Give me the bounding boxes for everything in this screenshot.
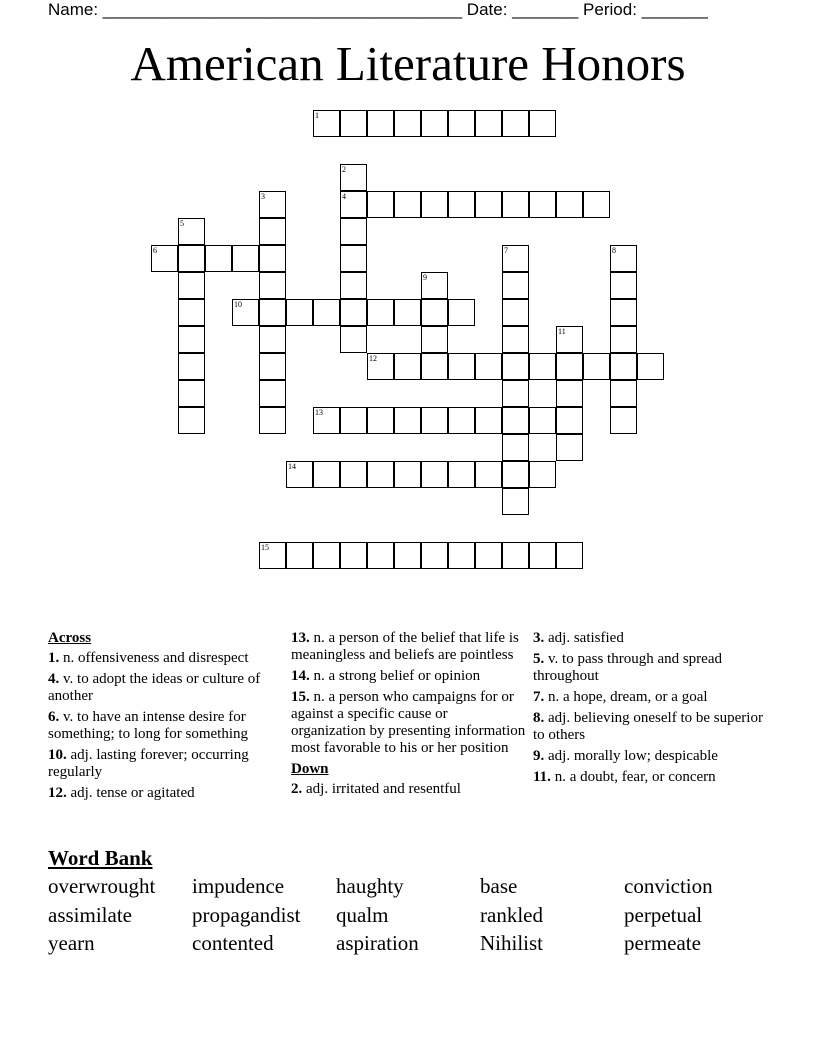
crossword-cell[interactable] <box>313 461 340 488</box>
crossword-cell[interactable] <box>340 272 367 299</box>
crossword-cell[interactable] <box>610 353 637 380</box>
crossword-cell[interactable] <box>313 407 340 434</box>
crossword-cell[interactable] <box>556 326 583 353</box>
crossword-cell[interactable] <box>475 191 502 218</box>
across-clue-6 <box>48 709 283 743</box>
clue-number: 12. <box>48 785 67 801</box>
crossword-cell[interactable] <box>367 461 394 488</box>
crossword-cell[interactable] <box>394 110 421 137</box>
crossword-cell[interactable] <box>583 191 610 218</box>
crossword-cell[interactable] <box>448 110 475 137</box>
crossword-cell[interactable] <box>367 407 394 434</box>
clue-text: n. a person of the belief that life is meaningless and beliefs are pointless <box>291 630 519 663</box>
crossword-cell[interactable] <box>259 542 286 569</box>
crossword-cell[interactable] <box>367 353 394 380</box>
crossword-cell[interactable] <box>259 353 286 380</box>
crossword-cell[interactable] <box>178 380 205 407</box>
crossword-cell[interactable] <box>394 542 421 569</box>
across-heading: Across <box>48 630 92 646</box>
crossword-cell[interactable] <box>502 191 529 218</box>
crossword-cell[interactable] <box>502 407 529 434</box>
down-clue-7 <box>533 689 773 706</box>
crossword-cell[interactable] <box>178 218 205 245</box>
crossword-cell[interactable] <box>286 542 313 569</box>
crossword-cell[interactable] <box>367 299 394 326</box>
crossword-cell[interactable] <box>421 326 448 353</box>
clue-number: 7. <box>533 689 545 705</box>
cell-number: 13 <box>315 408 323 417</box>
down-clue-3 <box>533 630 773 647</box>
down-clue-2 <box>291 781 526 798</box>
crossword-cell[interactable] <box>178 326 205 353</box>
crossword-cell[interactable] <box>151 245 178 272</box>
crossword-cell[interactable] <box>340 191 367 218</box>
word-bank-word: aspiration <box>336 931 419 955</box>
crossword-cell[interactable] <box>475 110 502 137</box>
crossword-cell[interactable] <box>610 407 637 434</box>
crossword-cell[interactable] <box>394 299 421 326</box>
crossword-cell[interactable] <box>529 542 556 569</box>
crossword-cell[interactable] <box>529 353 556 380</box>
crossword-cell[interactable] <box>421 299 448 326</box>
crossword-cell[interactable] <box>583 353 610 380</box>
across-clue-14 <box>291 668 526 685</box>
clue-text: v. to pass through and spread throughout <box>533 651 722 684</box>
clues-column-3 <box>533 630 773 790</box>
word-bank-word: Nihilist <box>480 931 544 955</box>
crossword-cell[interactable] <box>421 542 448 569</box>
cell-number: 15 <box>261 543 269 552</box>
crossword-cell[interactable] <box>259 218 286 245</box>
crossword-cell[interactable] <box>502 245 529 272</box>
crossword-cell[interactable] <box>340 110 367 137</box>
crossword-cell[interactable] <box>367 542 394 569</box>
crossword-cell[interactable] <box>556 407 583 434</box>
clue-number: 5. <box>533 651 545 667</box>
crossword-cell[interactable] <box>259 407 286 434</box>
crossword-cell[interactable] <box>313 110 340 137</box>
crossword-cell[interactable] <box>313 542 340 569</box>
clue-number: 15. <box>291 689 310 705</box>
clue-number: 14. <box>291 668 310 684</box>
crossword-cell[interactable] <box>556 380 583 407</box>
word-bank-word: overwrought <box>48 874 156 898</box>
cell-number: 7 <box>504 246 508 255</box>
crossword-cell[interactable] <box>448 461 475 488</box>
clue-number: 1. <box>48 650 60 666</box>
across-clue-15 <box>291 689 526 757</box>
clue-number: 8. <box>533 710 545 726</box>
crossword-cell[interactable] <box>232 245 259 272</box>
crossword-cell[interactable] <box>610 380 637 407</box>
crossword-cell[interactable] <box>421 110 448 137</box>
crossword-cell[interactable] <box>610 326 637 353</box>
word-bank-word: assimilate <box>48 902 132 927</box>
crossword-cell[interactable] <box>286 299 313 326</box>
clue-text: n. a hope, dream, or a goal <box>544 689 708 705</box>
word-bank-title: Word Bank <box>48 846 153 870</box>
crossword-cell[interactable] <box>556 191 583 218</box>
clue-text: v. to have an intense desire for something; to long for something <box>48 709 248 742</box>
down-heading: Down <box>291 761 329 777</box>
clue-number: 2. <box>291 781 303 797</box>
across-clue-1 <box>48 650 283 667</box>
clue-number: 9. <box>533 748 545 764</box>
crossword-cell[interactable] <box>340 326 367 353</box>
down-clue-5 <box>533 651 773 685</box>
crossword-cell[interactable] <box>259 326 286 353</box>
crossword-cell[interactable] <box>340 407 367 434</box>
crossword-cell[interactable] <box>394 353 421 380</box>
across-clue-10 <box>48 747 283 781</box>
cell-number: 4 <box>342 192 346 201</box>
crossword-cell[interactable] <box>367 191 394 218</box>
clue-text: adj. believing oneself to be superior to others <box>533 710 763 743</box>
clue-text: n. a strong belief or opinion <box>309 668 481 684</box>
crossword-cell[interactable] <box>502 299 529 326</box>
crossword-cell[interactable] <box>475 353 502 380</box>
cell-number: 1 <box>315 111 319 120</box>
clue-number: 6. <box>48 709 60 725</box>
name-date-period-line: Name: ______________________________________ Date: _______ Period: _______ <box>48 0 708 19</box>
crossword-cell[interactable] <box>286 461 313 488</box>
word-bank-word: impudence <box>192 874 285 898</box>
crossword-cell[interactable] <box>475 461 502 488</box>
crossword-cell[interactable] <box>502 110 529 137</box>
cell-number: 14 <box>288 462 296 471</box>
word-bank-word: propagandist <box>192 902 301 927</box>
crossword-cell[interactable] <box>205 245 232 272</box>
crossword-cell[interactable] <box>178 407 205 434</box>
word-bank-word: conviction <box>624 874 713 898</box>
crossword-cell[interactable] <box>394 407 421 434</box>
crossword-cell[interactable] <box>529 191 556 218</box>
down-clue-11 <box>533 769 773 786</box>
clue-text: adj. lasting forever; occurring regularly <box>48 747 249 780</box>
across-clue-13 <box>291 630 526 664</box>
clue-number: 13. <box>291 630 310 646</box>
word-bank-word: rankled <box>480 902 543 927</box>
down-clue-8 <box>533 710 773 744</box>
cell-number: 9 <box>423 273 427 282</box>
clue-number: 10. <box>48 747 67 763</box>
crossword-cell[interactable] <box>502 272 529 299</box>
crossword-cell[interactable] <box>421 272 448 299</box>
word-bank-word: perpetual <box>624 902 703 927</box>
word-bank-word: base <box>480 874 518 898</box>
clue-number: 11. <box>533 769 551 785</box>
word-bank-word: haughty <box>336 874 404 898</box>
clue-text: n. a doubt, fear, or concern <box>550 769 716 785</box>
crossword-cell[interactable] <box>637 353 664 380</box>
cell-number: 10 <box>234 300 242 309</box>
crossword-cell[interactable] <box>259 272 286 299</box>
cell-number: 5 <box>180 219 184 228</box>
crossword-cell[interactable] <box>178 299 205 326</box>
page-title: American Literature Honors <box>130 36 686 91</box>
clue-text: adj. satisfied <box>544 630 624 646</box>
word-bank-word: contented <box>192 931 274 955</box>
clue-text: adj. irritated and resentful <box>302 781 461 797</box>
crossword-cell[interactable] <box>340 245 367 272</box>
crossword-cell[interactable] <box>340 542 367 569</box>
crossword-cell[interactable] <box>502 434 529 461</box>
across-clue-12 <box>48 785 283 802</box>
clues-column-2 <box>291 630 526 802</box>
crossword-cell[interactable] <box>502 461 529 488</box>
word-bank-word: permeate <box>624 931 701 955</box>
crossword-cell[interactable] <box>340 461 367 488</box>
down-clue-9 <box>533 748 773 765</box>
clue-text: v. to adopt the ideas or culture of another <box>48 671 261 704</box>
crossword-cell[interactable] <box>475 407 502 434</box>
clue-text: n. a person who campaigns for or against a specific cause or organization by presenting information most favorable to his or her position <box>291 689 526 756</box>
crossword-cell[interactable] <box>448 191 475 218</box>
across-clue-4 <box>48 671 283 705</box>
crossword-cell[interactable] <box>529 407 556 434</box>
cell-number: 11 <box>558 327 566 336</box>
crossword-cell[interactable] <box>394 191 421 218</box>
crossword-cell[interactable] <box>502 380 529 407</box>
crossword-cell[interactable] <box>340 299 367 326</box>
clue-text: adj. morally low; despicable <box>544 748 718 764</box>
crossword-cell[interactable] <box>556 353 583 380</box>
crossword-cell[interactable] <box>340 164 367 191</box>
crossword-cell[interactable] <box>448 542 475 569</box>
crossword-cell[interactable] <box>502 326 529 353</box>
crossword-cell[interactable] <box>394 461 421 488</box>
crossword-cell[interactable] <box>448 407 475 434</box>
crossword-cell[interactable] <box>556 434 583 461</box>
crossword-cell[interactable] <box>259 191 286 218</box>
crossword-cell[interactable] <box>421 353 448 380</box>
clue-text: adj. tense or agitated <box>66 785 195 801</box>
crossword-cell[interactable] <box>502 542 529 569</box>
crossword-cell[interactable] <box>475 542 502 569</box>
crossword-cell[interactable] <box>421 407 448 434</box>
crossword-cell[interactable] <box>502 353 529 380</box>
cell-number: 3 <box>261 192 265 201</box>
crossword-cell[interactable] <box>529 110 556 137</box>
crossword-cell[interactable] <box>529 461 556 488</box>
word-bank-word: qualm <box>336 902 389 927</box>
clue-number: 4. <box>48 671 60 687</box>
crossword-cell[interactable] <box>313 299 340 326</box>
crossword-cell[interactable] <box>502 488 529 515</box>
crossword-cell[interactable] <box>610 272 637 299</box>
crossword-cell[interactable] <box>259 380 286 407</box>
crossword-cell[interactable] <box>448 299 475 326</box>
crossword-cell[interactable] <box>610 299 637 326</box>
clue-number: 3. <box>533 630 545 646</box>
crossword-cell[interactable] <box>259 299 286 326</box>
cell-number: 12 <box>369 354 377 363</box>
clues-column-1 <box>48 630 283 806</box>
crossword-cell[interactable] <box>367 110 394 137</box>
word-bank-word: yearn <box>48 931 95 955</box>
crossword-cell[interactable] <box>610 245 637 272</box>
crossword-cell[interactable] <box>340 218 367 245</box>
crossword-cell[interactable] <box>421 191 448 218</box>
clue-text: n. offensiveness and disrespect <box>59 650 249 666</box>
cell-number: 8 <box>612 246 616 255</box>
crossword-cell[interactable] <box>259 245 286 272</box>
crossword-cell[interactable] <box>448 353 475 380</box>
crossword-cell[interactable] <box>232 299 259 326</box>
crossword-cell[interactable] <box>421 461 448 488</box>
crossword-cell[interactable] <box>178 353 205 380</box>
cell-number: 6 <box>153 246 157 255</box>
crossword-cell[interactable] <box>178 272 205 299</box>
crossword-cell[interactable] <box>178 245 205 272</box>
crossword-cell[interactable] <box>556 542 583 569</box>
cell-number: 2 <box>342 165 346 174</box>
